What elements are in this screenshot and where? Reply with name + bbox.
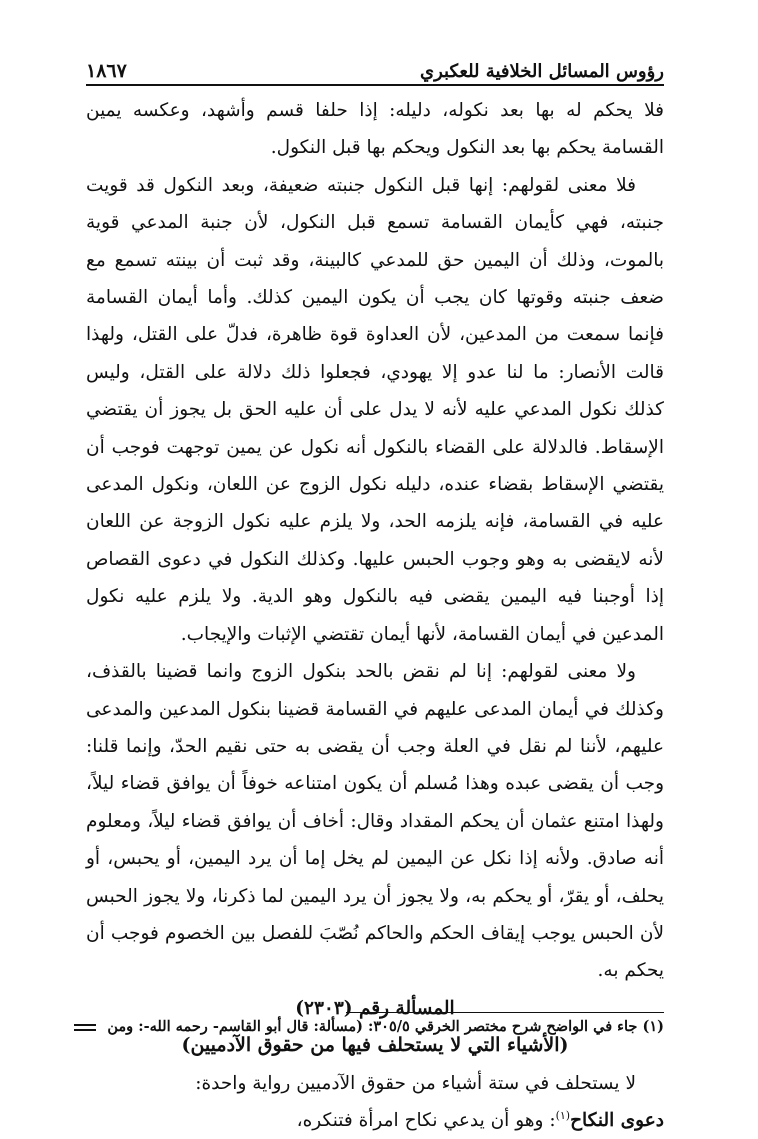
running-header: [86, 50, 664, 86]
footnote: [36, 1016, 664, 1038]
footnote-separator: [346, 1012, 664, 1013]
section-title: (الأشياء التي لا يستحلف فيها من حقوق الآدميين): [181, 1034, 569, 1057]
intro-line: لا يستحلف في ستة أشياء من حقوق الآدميين رواية واحدة:: [195, 1072, 636, 1094]
page-number: ١٨٦٧: [86, 60, 127, 82]
item-text: : وهو أن يدعي نكاح امرأة فتنكره،: [296, 1109, 556, 1131]
footnote-number: (١): [642, 1018, 664, 1035]
book-title: رؤوس المسائل الخلافية للعكبري: [420, 61, 664, 82]
continuation-mark: [74, 1024, 96, 1031]
paragraph: فلا معنى لقولهم: إنها قبل النكول جنبته ضعيفة، وبعد النكول قد قويت جنبته، فهي كأيمان القسامة تسمع قبل النكول، لأن جنبة المدعي قوية بالموت، وذلك أن اليمين حق للمدعي كالبينة، وقد ثبت أن بينته تسمع مع ضعف جنبته وقوتها كان يجب أن يكون اليمين كذلك. وأما أيمان القسامة فإنما سمعت من المدعين، لأن العداوة قوة ظاهرة، فدلّ على القتل، ولهذا قالت الأنصار: ما لنا عدو إلا يهودي، فجعلوا ذلك دلالة على القتل، وليس كذلك نكول المدعي عليه لأنه لا يدل على أن عليه الحق بل يجوز أن يقتضي الإسقاط. فالدلالة على القضاء بالنكول أنه نكول عن يمين توجهت فوجب أن يقتضي الإسقاط بقضاء عنده، دليله نكول الزوج عن اللعان، ونكول المدعى عليه في القسامة، فإنه يلزمه الحد، ولا يلزم عليه نكول الزوجة عن اللعان لأنه لايقضى به وهو وجوب الحبس عليها. وكذلك النكول في دعوى القصاص إذا أوجبنا فيه اليمين يقضى فيه بالنكول وهو الدية. ولا يلزم عليه نكول المدعين في أيمان القسامة، لأنها أيمان تقتضي الإثبات والإيجاب.: [86, 174, 664, 645]
section-number: المسألة رقم (٢٣٠٣): [295, 997, 455, 1019]
item-term: دعوى النكاح: [570, 1109, 664, 1131]
paragraph: ولا معنى لقولهم: إنا لم نقض بالحد بنكول الزوج وانما قضينا بالقذف، وكذلك في أيمان المدعى عليهم في القسامة قضينا بنكول المدعين والمدعى عليهم، لأننا لم نقل في العلة وجب أن يقضى به حتى نقيم الحدّ، وإنما قلنا: وجب أن يقضى عبده وهذا مُسلم أن يكون امتناعه خوفاً أن يوافق قضاء ليلاً، ولهذا امتنع عثمان أن يحكم المقداد وقال: أخاف أن يوافق قضاء ليلاً، ومعلوم أنه صادق. ولأنه إذا نكل عن اليمين لم يخل إما أن يرد اليمين، أو يحبس، أو يحلف، أو يقرّ، أو يحكم به، ولا يجوز أن يرد اليمين لما ذكرنا، ولا يجوز الحبس لأن الحبس يوجب إيقاف الحكم والحاكم نُصّبَ للفصل بين الخصوم فوجب أن يحكم به.: [86, 661, 664, 982]
paragraph: فلا يحكم له بها بعد نكوله، دليله: إذا حلفا قسم وأشهد، وعكسه يمين القسامة يحكم بها بعد النكول ويحكم بها قبل النكول.: [86, 100, 664, 159]
main-text: [86, 92, 664, 1139]
item-line: [86, 1102, 664, 1139]
footnote-text: جاء في الواضح شرح مختصر الخرقي ٣٠٥/٥: (مسألة: قال أبو القاسم- رحمه الله-: ومن: [107, 1018, 638, 1035]
footnote-ref: (١): [555, 1108, 571, 1122]
